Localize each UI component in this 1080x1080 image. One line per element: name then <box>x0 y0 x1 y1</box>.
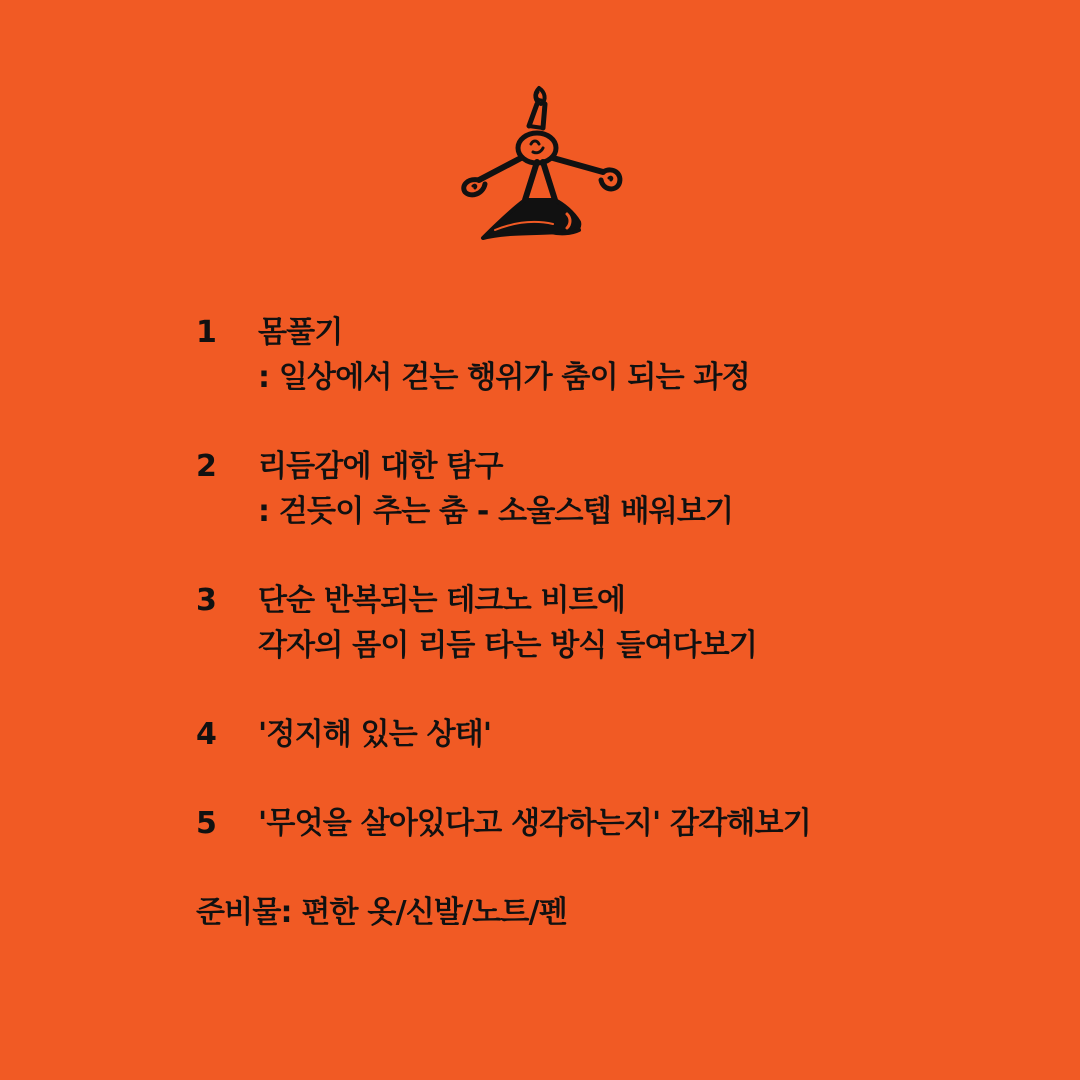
item-title: 몸풀기 <box>258 315 343 350</box>
item-number: 4 <box>196 717 217 752</box>
item-title: 리듬감에 대한 탐구 <box>258 449 503 484</box>
dancing-figure-icon <box>455 82 627 244</box>
item-text <box>258 578 757 668</box>
program-item-3 <box>196 578 1056 668</box>
item-description: 각자의 몸이 리듬 타는 방식 들여다보기 <box>258 628 758 663</box>
item-title: '무엇을 살아있다고 생각하는지' 감각해보기 <box>258 806 811 841</box>
program-list <box>196 310 1056 890</box>
item-text <box>258 801 811 846</box>
item-number: 3 <box>196 583 217 618</box>
item-text <box>258 712 491 757</box>
item-text <box>258 310 750 400</box>
program-item-2 <box>196 444 1056 534</box>
item-description: : 일상에서 걷는 행위가 춤이 되는 과정 <box>258 360 750 395</box>
item-number: 1 <box>196 315 217 350</box>
item-number: 5 <box>196 806 217 841</box>
program-item-5 <box>196 801 1056 846</box>
item-description: : 걷듯이 추는 춤 - 소울스텝 배워보기 <box>258 494 734 529</box>
preparation-list: 준비물: 편한 옷/신발/노트/펜 <box>196 895 567 930</box>
program-item-1 <box>196 310 1056 400</box>
item-title: 단순 반복되는 테크노 비트에 <box>258 583 626 618</box>
item-title: '정지해 있는 상태' <box>258 717 492 752</box>
item-number: 2 <box>196 449 217 484</box>
program-item-4 <box>196 712 1056 757</box>
item-text <box>258 444 733 534</box>
